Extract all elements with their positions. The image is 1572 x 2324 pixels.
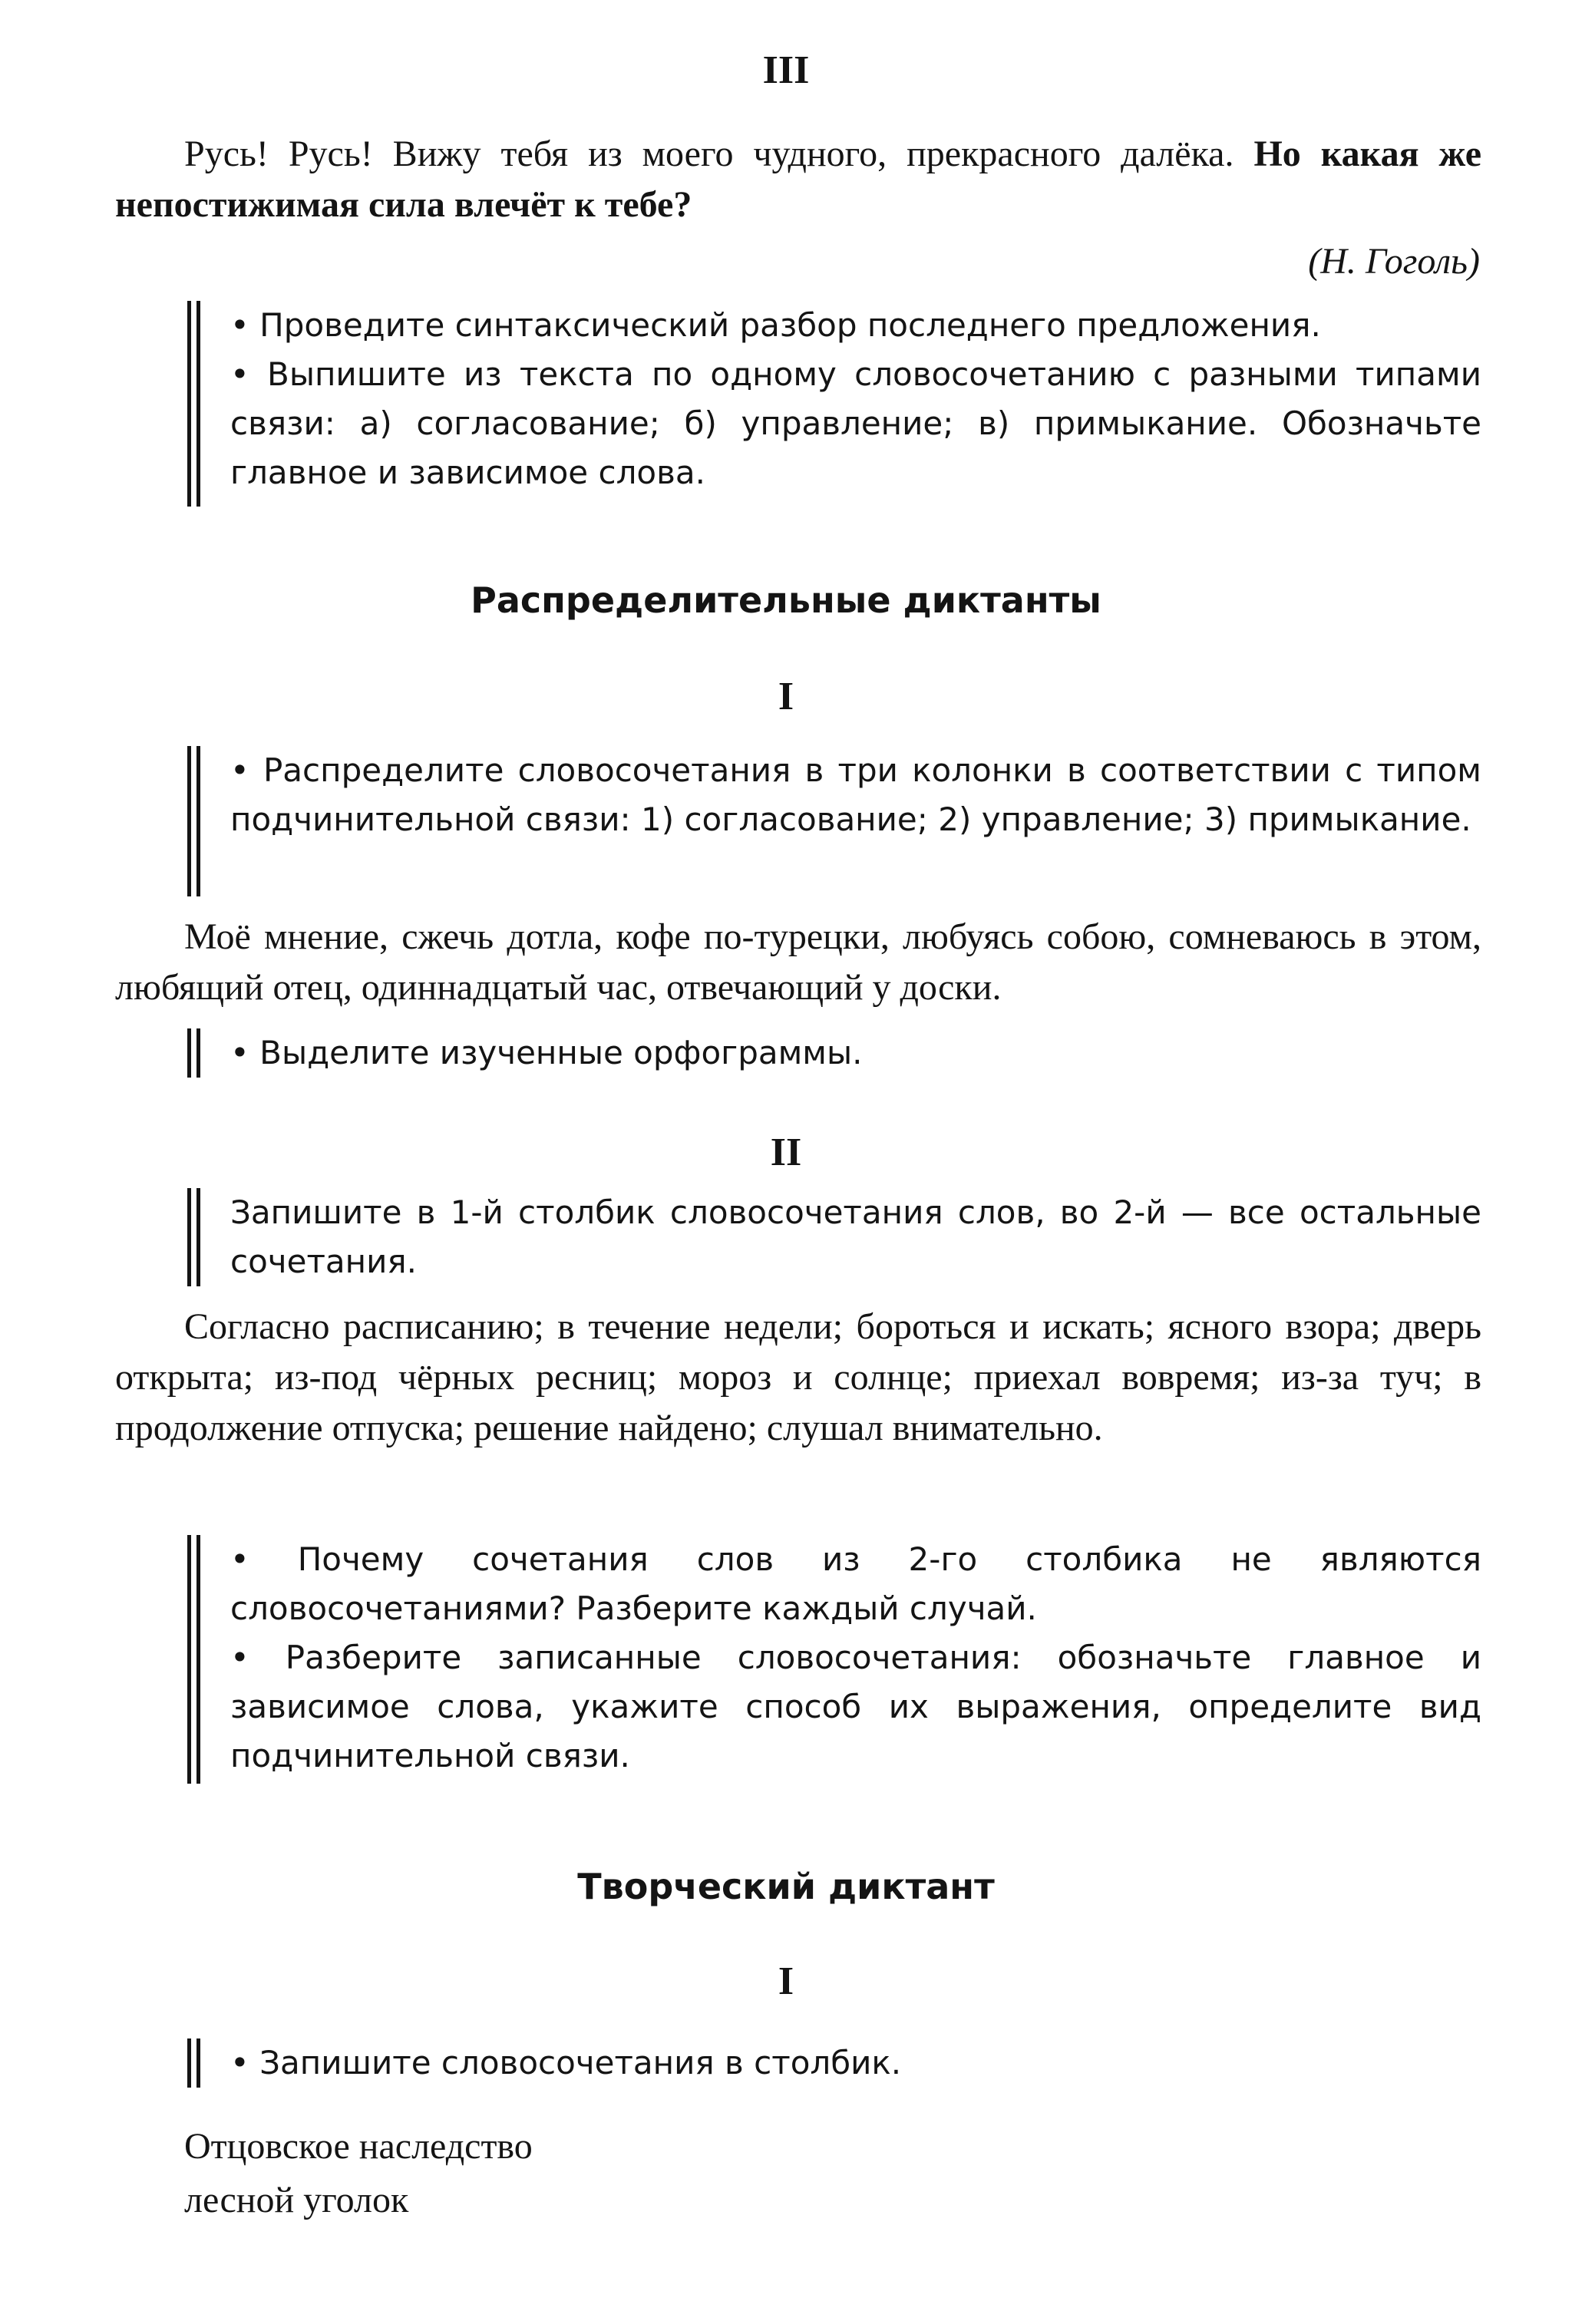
task-item: • Выделите изученные орфограммы. [230, 1034, 863, 1071]
gogol-quote [115, 129, 1481, 230]
task-item: • Разберите записанные словосочетания: обозначьте главное и зависимое слова, укажите способ их выражения, определите вид подчинительной связи. [230, 1639, 1481, 1774]
task-bar [196, 1535, 200, 1784]
task-block [230, 301, 1481, 497]
task-bar [187, 1188, 191, 1286]
task-bar [196, 1028, 200, 1078]
task-item: Запишите в 1-й столбик словосочетания слов, во 2-й — все остальные сочетания. [230, 1193, 1481, 1280]
quote-text: Русь! Русь! Вижу тебя из моего чудного, прекрасного далёка. [184, 134, 1254, 174]
task-block [230, 1535, 1481, 1781]
task-bar [196, 301, 200, 507]
list-item: лесной уголок [184, 2180, 409, 2220]
task-bar [187, 1535, 191, 1784]
task-bar [187, 1028, 191, 1078]
task-block [230, 746, 1481, 844]
task-bar [187, 746, 191, 896]
task-bar [196, 1188, 200, 1286]
list-item: Отцовское наследство [184, 2126, 533, 2167]
task-item: • Проведите синтаксический разбор последнего предложения. [230, 306, 1321, 344]
section-numeral: I [778, 1959, 794, 2003]
task-block [230, 1188, 1481, 1286]
section-numeral: III [762, 48, 810, 92]
task-item: • Почему сочетания слов из 2-го столбика не являются словосочетаниями? Разберите каждый случай. [230, 1540, 1481, 1627]
exercise-text [115, 1302, 1481, 1454]
task-item: • Запишите словосочетания в столбик. [230, 2044, 902, 2081]
task-bar [196, 2038, 200, 2088]
section-numeral: II [770, 1131, 802, 1174]
section-numeral: I [778, 675, 794, 718]
exercise-text-content: Моё мнение, сжечь дотла, кофе по-турецки, любуясь собою, сомневаюсь в этом, любящий отец, одиннадцатый час, отвечающий у доски. [115, 916, 1481, 1008]
section-heading: Творческий диктант [577, 1866, 995, 1907]
exercise-text [115, 912, 1481, 1013]
task-bar [187, 301, 191, 507]
section-heading: Распределительные диктанты [471, 579, 1101, 621]
task-bar [196, 746, 200, 896]
task-block [230, 2038, 1481, 2088]
quote-attribution: (Н. Гоголь) [1308, 241, 1480, 282]
task-bar [187, 2038, 191, 2088]
task-item: • Распределите словосочетания в три колонки в соответствии с типом подчинительной связи: 1) согласование; 2) управление; 3) примыкание. [230, 751, 1481, 838]
task-block [230, 1028, 1481, 1078]
exercise-text-content: Согласно расписанию; в течение недели; бороться и искать; ясного взора; дверь открыта; из-под чёрных ресниц; мороз и солнце; приехал вовремя; из-за туч; в продолжение отпуска; решение найдено; слушал внимательно. [115, 1306, 1481, 1448]
quote-bold-text: Но какая же непостижимая сила влечёт к тебе? [115, 134, 1482, 225]
task-item: • Выпишите из текста по одному словосочетанию с разными типами связи: а) согласование; б) управление; в) примыкание. Обозначьте главное и зависимое слова. [230, 355, 1481, 491]
